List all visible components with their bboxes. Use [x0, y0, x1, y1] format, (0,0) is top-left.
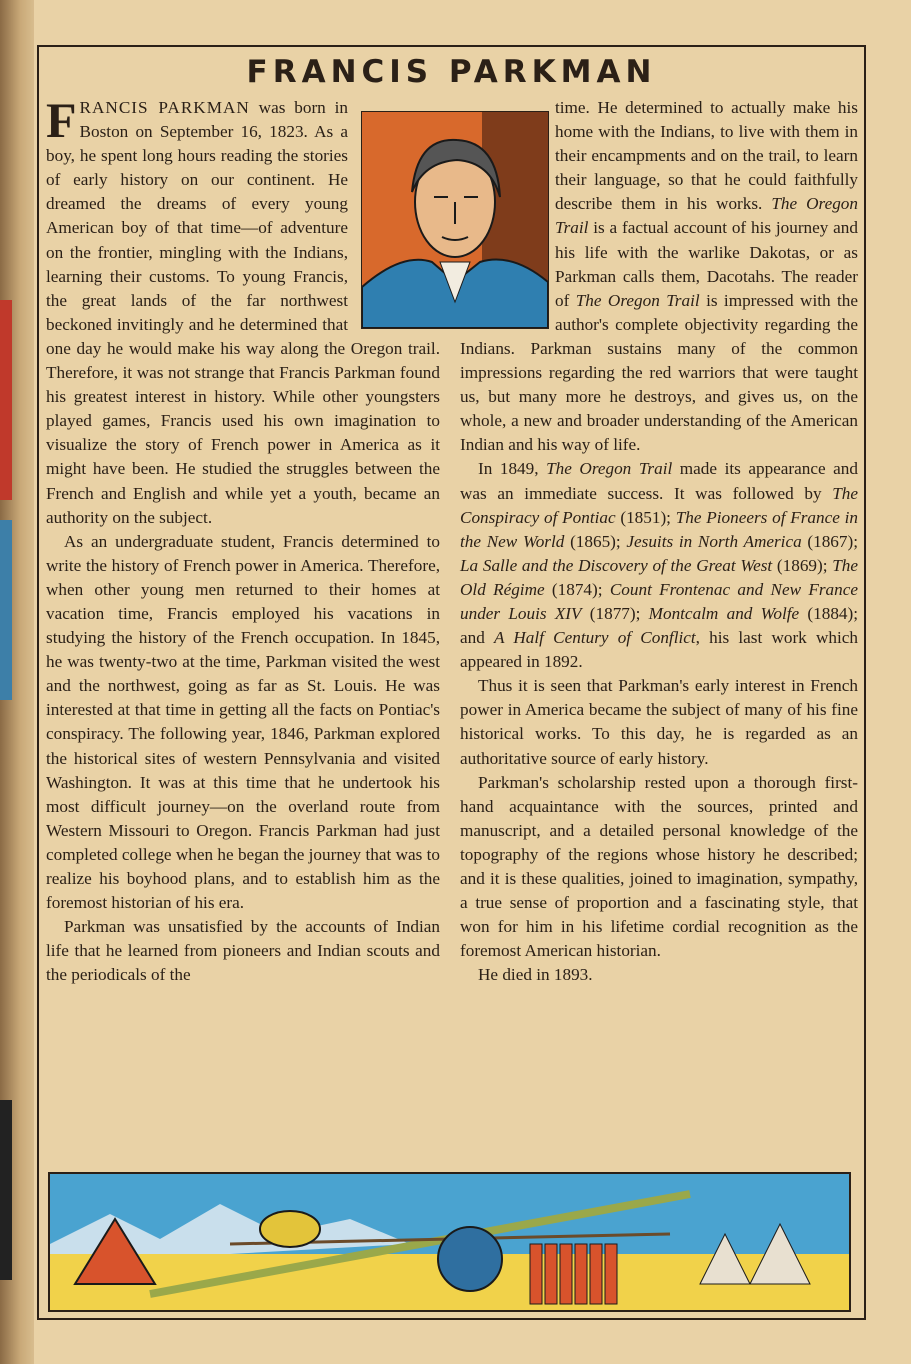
right-column [460, 96, 858, 987]
book-title: The Old Régime [460, 555, 858, 599]
text-run: was born in Boston on September 16, 1823. As a boy, he spent long hours reading the stories of early history on our continent. He dreamed the dreams of every young American boy of that time—of adventure on the frontier, mingling with the Indians, learning their customs. To young Francis, the great lands of the far northwest beckoned invitingly and he determined that one day he would make his way along the Oregon trail. Therefore, it was not strange that Francis Parkman found his greatest interest in history. While other youngsters played games, Francis used his own imagination to visualize the story of French power in America as it might have been. He studied the struggles between the French and English and while yet a youth, became an authority on the subject. [46, 98, 440, 527]
book-title: Jesuits in North America [626, 531, 802, 551]
text-run: (1851); [615, 507, 676, 527]
text-run: made its appearance and was an immediate success. It was followed by [460, 459, 858, 503]
text-run: is impressed with the author's complete objectivity regarding the Indians. Parkman sustains many of the common impressions regarding the red warriors that were taught us, but many more he destroys, and gives us, on the whole, a new and broader understanding of the American Indian and his way of life. [460, 290, 858, 455]
paragraph [460, 457, 858, 674]
adjacent-page-edge [0, 0, 34, 1364]
adjacent-page-color-block [0, 520, 12, 700]
paragraph [460, 771, 858, 964]
text-run: Parkman was unsatisfied by the accounts of Indian life that he learned from pioneers and Indian scouts and the periodicals of the [46, 917, 440, 985]
text-run: (1877); [581, 603, 649, 623]
text-run: time. He determined to actually make his home with the Indians, to live with them in their encampments and on the trail, to learn their language, so that he could faithfully describe them in his works. [555, 98, 858, 214]
book-title: La Salle and the Discovery of the Great West [460, 555, 773, 575]
book-title: A Half Century of Conflict [494, 628, 696, 648]
book-title: The Oregon Trail [555, 194, 858, 238]
banner-illustration [48, 1172, 851, 1312]
text-run: He died in 1893. [478, 965, 593, 985]
book-title: The Oregon Trail [546, 459, 673, 479]
paragraph [460, 963, 858, 987]
article-title: FRANCIS PARKMAN [246, 54, 657, 90]
book-title: Count Frontenac and New France under Louis XIV [460, 579, 858, 623]
drop-cap: F [46, 92, 77, 148]
text-run: (1865); [564, 531, 627, 551]
text-run: Parkman's scholarship rested upon a thorough first-hand acquaintance with the sources, printed and manuscript, and a detailed personal knowledge of the topography of the regions whose history he described; and it is these qualities, joined to imagination, sympathy, a true sense of proportion and a fascinating style, that won for him in his lifetime cordial recognition as the foremost American historian. [460, 772, 858, 961]
text-run: is a factual account of his journey and his life with the warlike Dakotas, or as Parkman calls them, Dacotahs. The reader of [555, 218, 858, 310]
text-run: (1884); and [460, 603, 859, 648]
lead-in-caps: RANCIS PARKMAN [79, 98, 250, 117]
text-run: As an undergraduate student, Francis determined to write the history of French power in America. Therefore, when other young men returned to their homes at vacation time, Francis employed his vacations in studying the history of the French occupation. In 1845, he was twenty-two at the time, Parkman visited the west and the northwest, going as far as St. Louis. He was interested at that time in getting all the facts on Pontiac's conspiracy. The following year, 1846, Parkman explored the historical sites of western Pennsylvania and visited Washington. It was at this time that he undertook his most difficult journey—on the overland route from Western Missouri to Oregon. Francis Parkman had just completed college when he began the journey that was to realize his boyhood plans, and to establish him as the foremost historian of his era. [46, 531, 440, 913]
book-title: The Conspiracy of Pontiac [460, 483, 858, 527]
portrait-spacer [460, 96, 555, 336]
text-run: (1867); [801, 531, 858, 551]
paragraph [460, 674, 858, 770]
left-column [46, 92, 440, 987]
adjacent-page-color-block [0, 1100, 12, 1280]
text-run: Thus it is seen that Parkman's early interest in French power in America became the subject of many of his fine historical works. To this day, he is regarded as an authoritative source of early history. [460, 676, 858, 768]
text-run: (1869); [772, 555, 833, 575]
text-run: , his last work which appeared in 1892. [460, 628, 858, 672]
book-title: The Pioneers of France in the New World [460, 507, 858, 551]
paragraph [46, 915, 440, 987]
book-title: Montcalm and Wolfe [648, 603, 800, 623]
book-title: The Oregon Trail [575, 290, 700, 310]
portrait-spacer [348, 96, 440, 332]
text-run: In 1849, [478, 459, 547, 479]
text-run: (1874); [544, 579, 610, 599]
paragraph [46, 530, 440, 916]
adjacent-page-color-block [0, 300, 12, 500]
